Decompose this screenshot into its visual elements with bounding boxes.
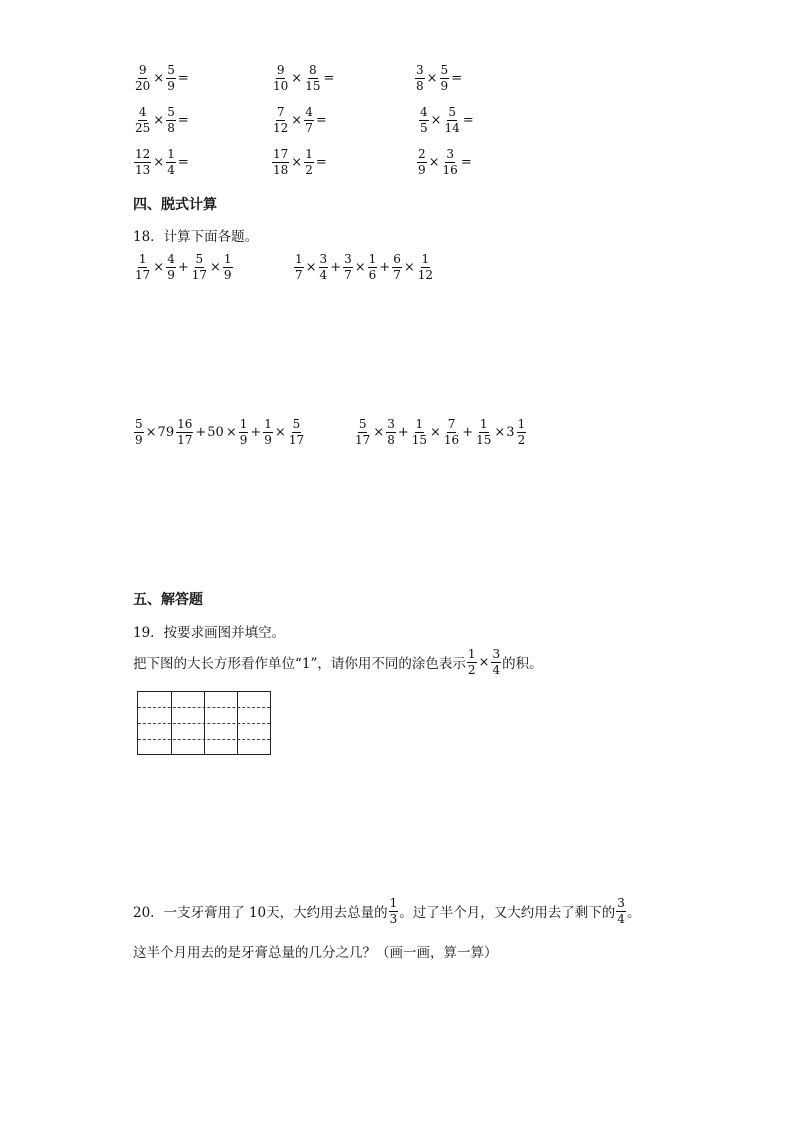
numerator: 3 xyxy=(492,647,501,661)
denominator: 12 xyxy=(417,267,434,282)
whole-number: 50 xyxy=(207,424,224,440)
numerator: 1 xyxy=(305,147,313,161)
text-segment: 把下图的大长方形看作单位“1”，请你用不同的涂色表示 xyxy=(133,656,466,673)
numerator: 9 xyxy=(276,63,285,77)
denominator: 16 xyxy=(442,162,458,177)
fraction xyxy=(444,106,461,134)
fraction xyxy=(411,418,428,446)
denominator: 7 xyxy=(393,267,401,282)
question-19-instruction xyxy=(133,648,543,676)
equals-sign: = xyxy=(451,70,463,86)
denominator: 17 xyxy=(288,432,305,447)
denominator: 17 xyxy=(177,432,193,447)
denominator: 6 xyxy=(368,267,377,282)
numerator: 5 xyxy=(195,252,204,266)
numerator: 1 xyxy=(167,147,175,161)
fraction xyxy=(442,148,459,176)
numerator: 5 xyxy=(135,417,143,431)
times-sign: × xyxy=(153,112,165,128)
operator: + xyxy=(462,424,474,440)
mult-item-1 xyxy=(133,64,190,92)
text-segment: 。 xyxy=(626,905,641,922)
denominator: 17 xyxy=(355,432,371,447)
fraction xyxy=(475,418,492,446)
numerator: 4 xyxy=(167,252,175,266)
denominator: 4 xyxy=(167,162,175,177)
denominator: 9 xyxy=(167,78,175,93)
expression-18-4 xyxy=(353,418,527,446)
operator: × xyxy=(403,259,415,275)
denominator: 2 xyxy=(305,162,313,177)
numerator: 1 xyxy=(415,417,424,431)
times-sign: × xyxy=(291,154,303,170)
question-18-prompt: 18．计算下面各题。 xyxy=(133,229,259,245)
fraction xyxy=(440,64,450,92)
denominator: 9 xyxy=(418,162,426,177)
text-segment: 的积。 xyxy=(502,656,543,673)
denominator: 4 xyxy=(492,662,501,677)
fraction xyxy=(467,648,477,676)
grid-row-line xyxy=(138,723,270,724)
fraction xyxy=(616,897,626,925)
operator: × xyxy=(145,424,157,440)
fraction xyxy=(166,106,176,134)
numerator: 5 xyxy=(448,105,456,119)
fraction xyxy=(304,106,314,134)
expression-18-3 xyxy=(133,418,306,446)
operator: × xyxy=(373,424,385,440)
fraction xyxy=(263,418,273,446)
mult-item-2 xyxy=(271,64,335,92)
numerator: 3 xyxy=(387,417,395,431)
equals-sign: = xyxy=(323,70,335,86)
denominator: 15 xyxy=(476,432,492,447)
denominator: 2 xyxy=(517,432,526,447)
denominator: 18 xyxy=(273,162,289,177)
expression-18-1 xyxy=(133,253,234,281)
numerator: 1 xyxy=(517,417,526,431)
mult-item-4 xyxy=(133,106,190,134)
denominator: 9 xyxy=(239,432,248,447)
operator: × xyxy=(494,424,506,440)
denominator: 15 xyxy=(305,78,321,93)
fraction xyxy=(272,148,289,176)
numerator: 1 xyxy=(467,647,476,661)
numerator: 9 xyxy=(138,63,147,77)
denominator: 14 xyxy=(444,120,460,135)
numerator: 4 xyxy=(420,105,428,119)
fraction xyxy=(392,253,402,281)
fraction xyxy=(223,253,233,281)
denominator: 2 xyxy=(467,662,476,677)
numerator: 8 xyxy=(309,63,317,77)
fraction xyxy=(134,106,151,134)
denominator: 17 xyxy=(135,267,151,282)
equals-sign: = xyxy=(460,154,472,170)
numerator: 3 xyxy=(319,252,328,266)
numerator: 16 xyxy=(177,417,193,431)
denominator: 8 xyxy=(416,78,424,93)
question-20-line-1 xyxy=(133,897,640,925)
operator: + xyxy=(177,259,189,275)
times-sign: × xyxy=(291,112,303,128)
fraction xyxy=(294,253,304,281)
question-19-prompt: 19．按要求画图并填空。 xyxy=(133,625,286,641)
operator: + xyxy=(397,424,409,440)
times-sign: × xyxy=(153,70,165,86)
numerator: 1 xyxy=(368,252,377,266)
equals-sign: = xyxy=(462,112,474,128)
expression-18-2 xyxy=(293,253,435,281)
numerator: 4 xyxy=(138,105,147,119)
fraction xyxy=(304,64,321,92)
denominator: 5 xyxy=(420,120,428,135)
fraction xyxy=(304,148,314,176)
operator: + xyxy=(330,259,342,275)
fraction xyxy=(134,64,151,92)
fraction xyxy=(343,253,353,281)
numerator: 5 xyxy=(358,417,367,431)
denominator: 25 xyxy=(135,120,151,135)
times-sign: × xyxy=(153,154,165,170)
equals-sign: = xyxy=(177,112,189,128)
denominator: 9 xyxy=(223,267,232,282)
denominator: 15 xyxy=(411,432,428,447)
question-20-line-2: 这半个月用去的是牙膏总量的几分之几？（画一画，算一算） xyxy=(133,945,498,961)
equals-sign: = xyxy=(177,154,189,170)
section-5-heading: 五、解答题 xyxy=(133,592,203,608)
denominator: 9 xyxy=(135,432,143,447)
equals-sign: = xyxy=(315,112,327,128)
denominator: 16 xyxy=(443,432,460,447)
numerator: 3 xyxy=(416,63,424,77)
mult-item-9 xyxy=(416,148,473,176)
fraction xyxy=(415,64,425,92)
fraction xyxy=(239,418,249,446)
fraction xyxy=(166,253,176,281)
grid-row-line xyxy=(138,739,270,740)
fraction xyxy=(288,418,305,446)
denominator: 10 xyxy=(273,78,289,93)
section-4-heading: 四、脱式计算 xyxy=(133,197,217,213)
operator: + xyxy=(379,259,391,275)
mult-item-5 xyxy=(271,106,328,134)
numerator: 1 xyxy=(264,417,272,431)
numerator: 5 xyxy=(292,417,301,431)
numerator: 1 xyxy=(389,896,398,910)
fraction xyxy=(134,418,144,446)
mult-item-8 xyxy=(271,148,328,176)
numerator: 1 xyxy=(223,252,232,266)
numerator: 5 xyxy=(167,105,175,119)
fraction xyxy=(419,106,429,134)
denominator: 9 xyxy=(440,78,449,93)
times-sign: × xyxy=(291,70,303,86)
operator: × xyxy=(478,654,490,670)
numerator: 17 xyxy=(273,147,289,161)
operator: × xyxy=(354,259,366,275)
numerator: 5 xyxy=(440,63,449,77)
numerator: 3 xyxy=(617,896,625,910)
times-sign: × xyxy=(430,112,442,128)
mult-item-3 xyxy=(414,64,463,92)
numerator: 1 xyxy=(138,252,147,266)
fraction xyxy=(134,253,151,281)
operator: + xyxy=(195,424,207,440)
operator: × xyxy=(305,259,317,275)
fraction xyxy=(354,418,371,446)
fraction xyxy=(443,418,460,446)
denominator: 4 xyxy=(319,267,328,282)
fraction xyxy=(417,253,434,281)
grid-row-line xyxy=(138,707,270,708)
operator: × xyxy=(210,259,221,275)
text-segment: 20．一支牙膏用了 10天，大约用去总量的 xyxy=(133,905,388,922)
mult-item-6 xyxy=(418,106,475,134)
numerator: 1 xyxy=(421,252,430,266)
denominator: 7 xyxy=(344,267,352,282)
operator: × xyxy=(430,424,441,440)
denominator: 13 xyxy=(135,162,151,177)
fraction xyxy=(368,253,378,281)
denominator: 20 xyxy=(135,78,151,93)
fraction xyxy=(491,648,501,676)
equals-sign: = xyxy=(177,70,189,86)
numerator: 1 xyxy=(479,417,488,431)
numerator: 7 xyxy=(276,105,285,119)
fraction xyxy=(166,148,176,176)
denominator: 9 xyxy=(167,267,175,282)
fraction xyxy=(134,148,151,176)
fraction xyxy=(389,897,399,925)
whole-number: 79 xyxy=(157,424,175,440)
operator: × xyxy=(153,259,165,275)
fraction xyxy=(191,253,208,281)
mult-item-7 xyxy=(133,148,190,176)
numerator: 3 xyxy=(344,252,352,266)
fraction xyxy=(176,418,193,446)
fraction xyxy=(166,64,176,92)
fraction xyxy=(319,253,329,281)
numerator: 6 xyxy=(393,252,401,266)
times-sign: × xyxy=(426,70,438,86)
operator: × xyxy=(225,424,237,440)
times-sign: × xyxy=(428,154,440,170)
numerator: 1 xyxy=(295,252,303,266)
whole-number: 3 xyxy=(506,424,515,440)
fraction xyxy=(272,64,289,92)
denominator: 7 xyxy=(305,120,313,135)
denominator: 8 xyxy=(387,432,395,447)
numerator: 7 xyxy=(447,417,456,431)
fraction xyxy=(386,418,396,446)
unit-rectangle-grid[interactable] xyxy=(137,691,271,755)
fraction xyxy=(517,418,527,446)
numerator: 2 xyxy=(418,147,426,161)
denominator: 4 xyxy=(617,911,625,926)
equals-sign: = xyxy=(315,154,327,170)
denominator: 12 xyxy=(273,120,289,135)
numerator: 5 xyxy=(167,63,175,77)
denominator: 17 xyxy=(191,267,208,282)
fraction xyxy=(417,148,427,176)
numerator: 4 xyxy=(305,105,313,119)
numerator: 12 xyxy=(135,147,151,161)
denominator: 9 xyxy=(264,432,272,447)
denominator: 7 xyxy=(295,267,303,282)
numerator: 3 xyxy=(446,147,454,161)
denominator: 8 xyxy=(167,120,175,135)
operator: × xyxy=(274,424,286,440)
numerator: 1 xyxy=(239,417,248,431)
denominator: 3 xyxy=(389,911,398,926)
operator: + xyxy=(250,424,262,440)
fraction xyxy=(272,106,289,134)
text-segment: 。过了半个月，又大约用去了剩下的 xyxy=(399,905,616,922)
